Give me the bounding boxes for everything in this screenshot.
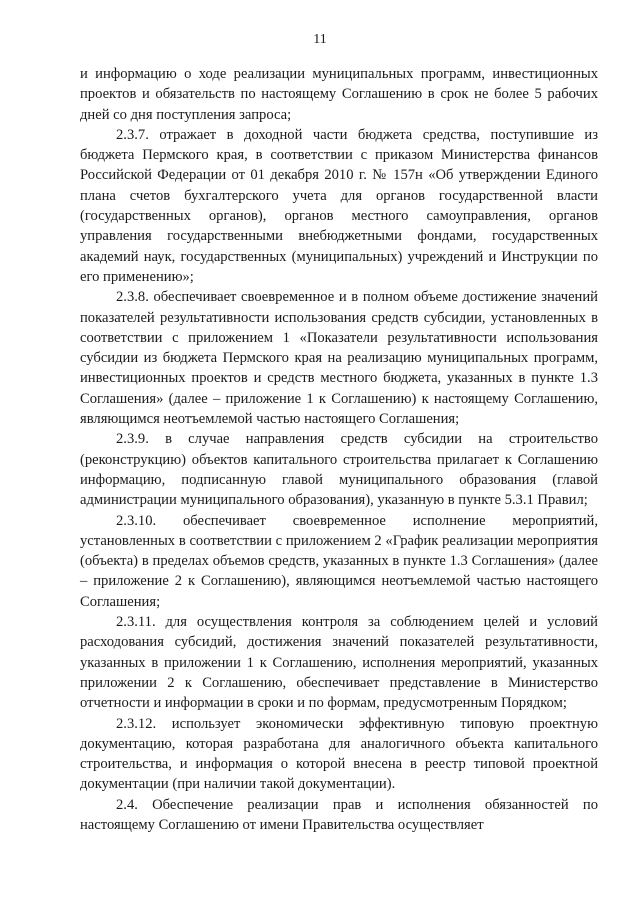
paragraph-2-3-12: 2.3.12. использует экономически эффективную типовую проектную документацию, которая разработана для аналогичного объекта капитального строительства, и информация о которой внесена в реестр типовой проектной документации (при наличии такой документации). [80, 715, 598, 793]
paragraph-2-4: 2.4. Обеспечение реализации прав и исполнения обязанностей по настоящему Соглашению от имени Правительства осуществляет [80, 796, 598, 833]
paragraph-2-3-9: 2.3.9. в случае направления средств субсидии на строительство (реконструкцию) объектов капитального строительства прилагает к Соглашению информацию, подписанную главой муниципального образования (главой администрации муниципального образования), указанную в пункте 5.3.1 Правил; [80, 431, 598, 509]
paragraph-2-3-8: 2.3.8. обеспечивает своевременное и в полном объеме достижение значений показателей результативности использования средств субсидии, установленных в соответствии с приложением 1 «Показатели результативности использования субсидии из бюджета Пермского края на реализацию муниципальных программ, инвестиционных проектов и средств местного бюджета, указанных в пункте 1.3 Соглашения» (далее – приложение 1 к Соглашению) к настоящему Соглашению, являющимся неотъемлемой частью настоящего Соглашения; [80, 289, 598, 428]
page-number: 11 [313, 32, 327, 47]
paragraph-continuation: и информацию о ходе реализации муниципальных программ, инвестиционных проектов и обязательств по настоящему Соглашению в срок не более 5 рабочих дней со дня поступления запроса; [80, 66, 598, 123]
document-body [80, 64, 598, 835]
paragraph-2-3-11: 2.3.11. для осуществления контроля за соблюдением целей и условий расходования субсидий, достижения значений показателей результативности, указанных в приложении 1 к Соглашению, исполнения мероприятий, указанных приложении 2 к Соглашению, обеспечивает представление в Министерство отчетности и информации в сроки и по формам, предусмотренным Порядком; [80, 614, 598, 712]
paragraph-2-3-7: 2.3.7. отражает в доходной части бюджета средства, поступившие из бюджета Пермского края, в соответствии с приказом Министерства финансов Российской Федерации от 01 декабря 2010 г. № 157н «Об утверждении Единого плана счетов бухгалтерского учета для органов государственной власти (государственных органов), органов местного самоуправления, органов управления государственными внебюджетными фондами, государственных академий наук, государственных (муниципальных) учреждений и Инструкции по его применению»; [80, 126, 598, 285]
paragraph-2-3-10: 2.3.10. обеспечивает своевременное исполнение мероприятий, установленных в соответствии с приложением 2 «График реализации мероприятия (объекта) в пределах объемов средств, указанных в пункте 1.3 Соглашения» (далее – приложение 2 к Соглашению), являющимся неотъемлемой частью настоящего Соглашения; [80, 512, 598, 610]
